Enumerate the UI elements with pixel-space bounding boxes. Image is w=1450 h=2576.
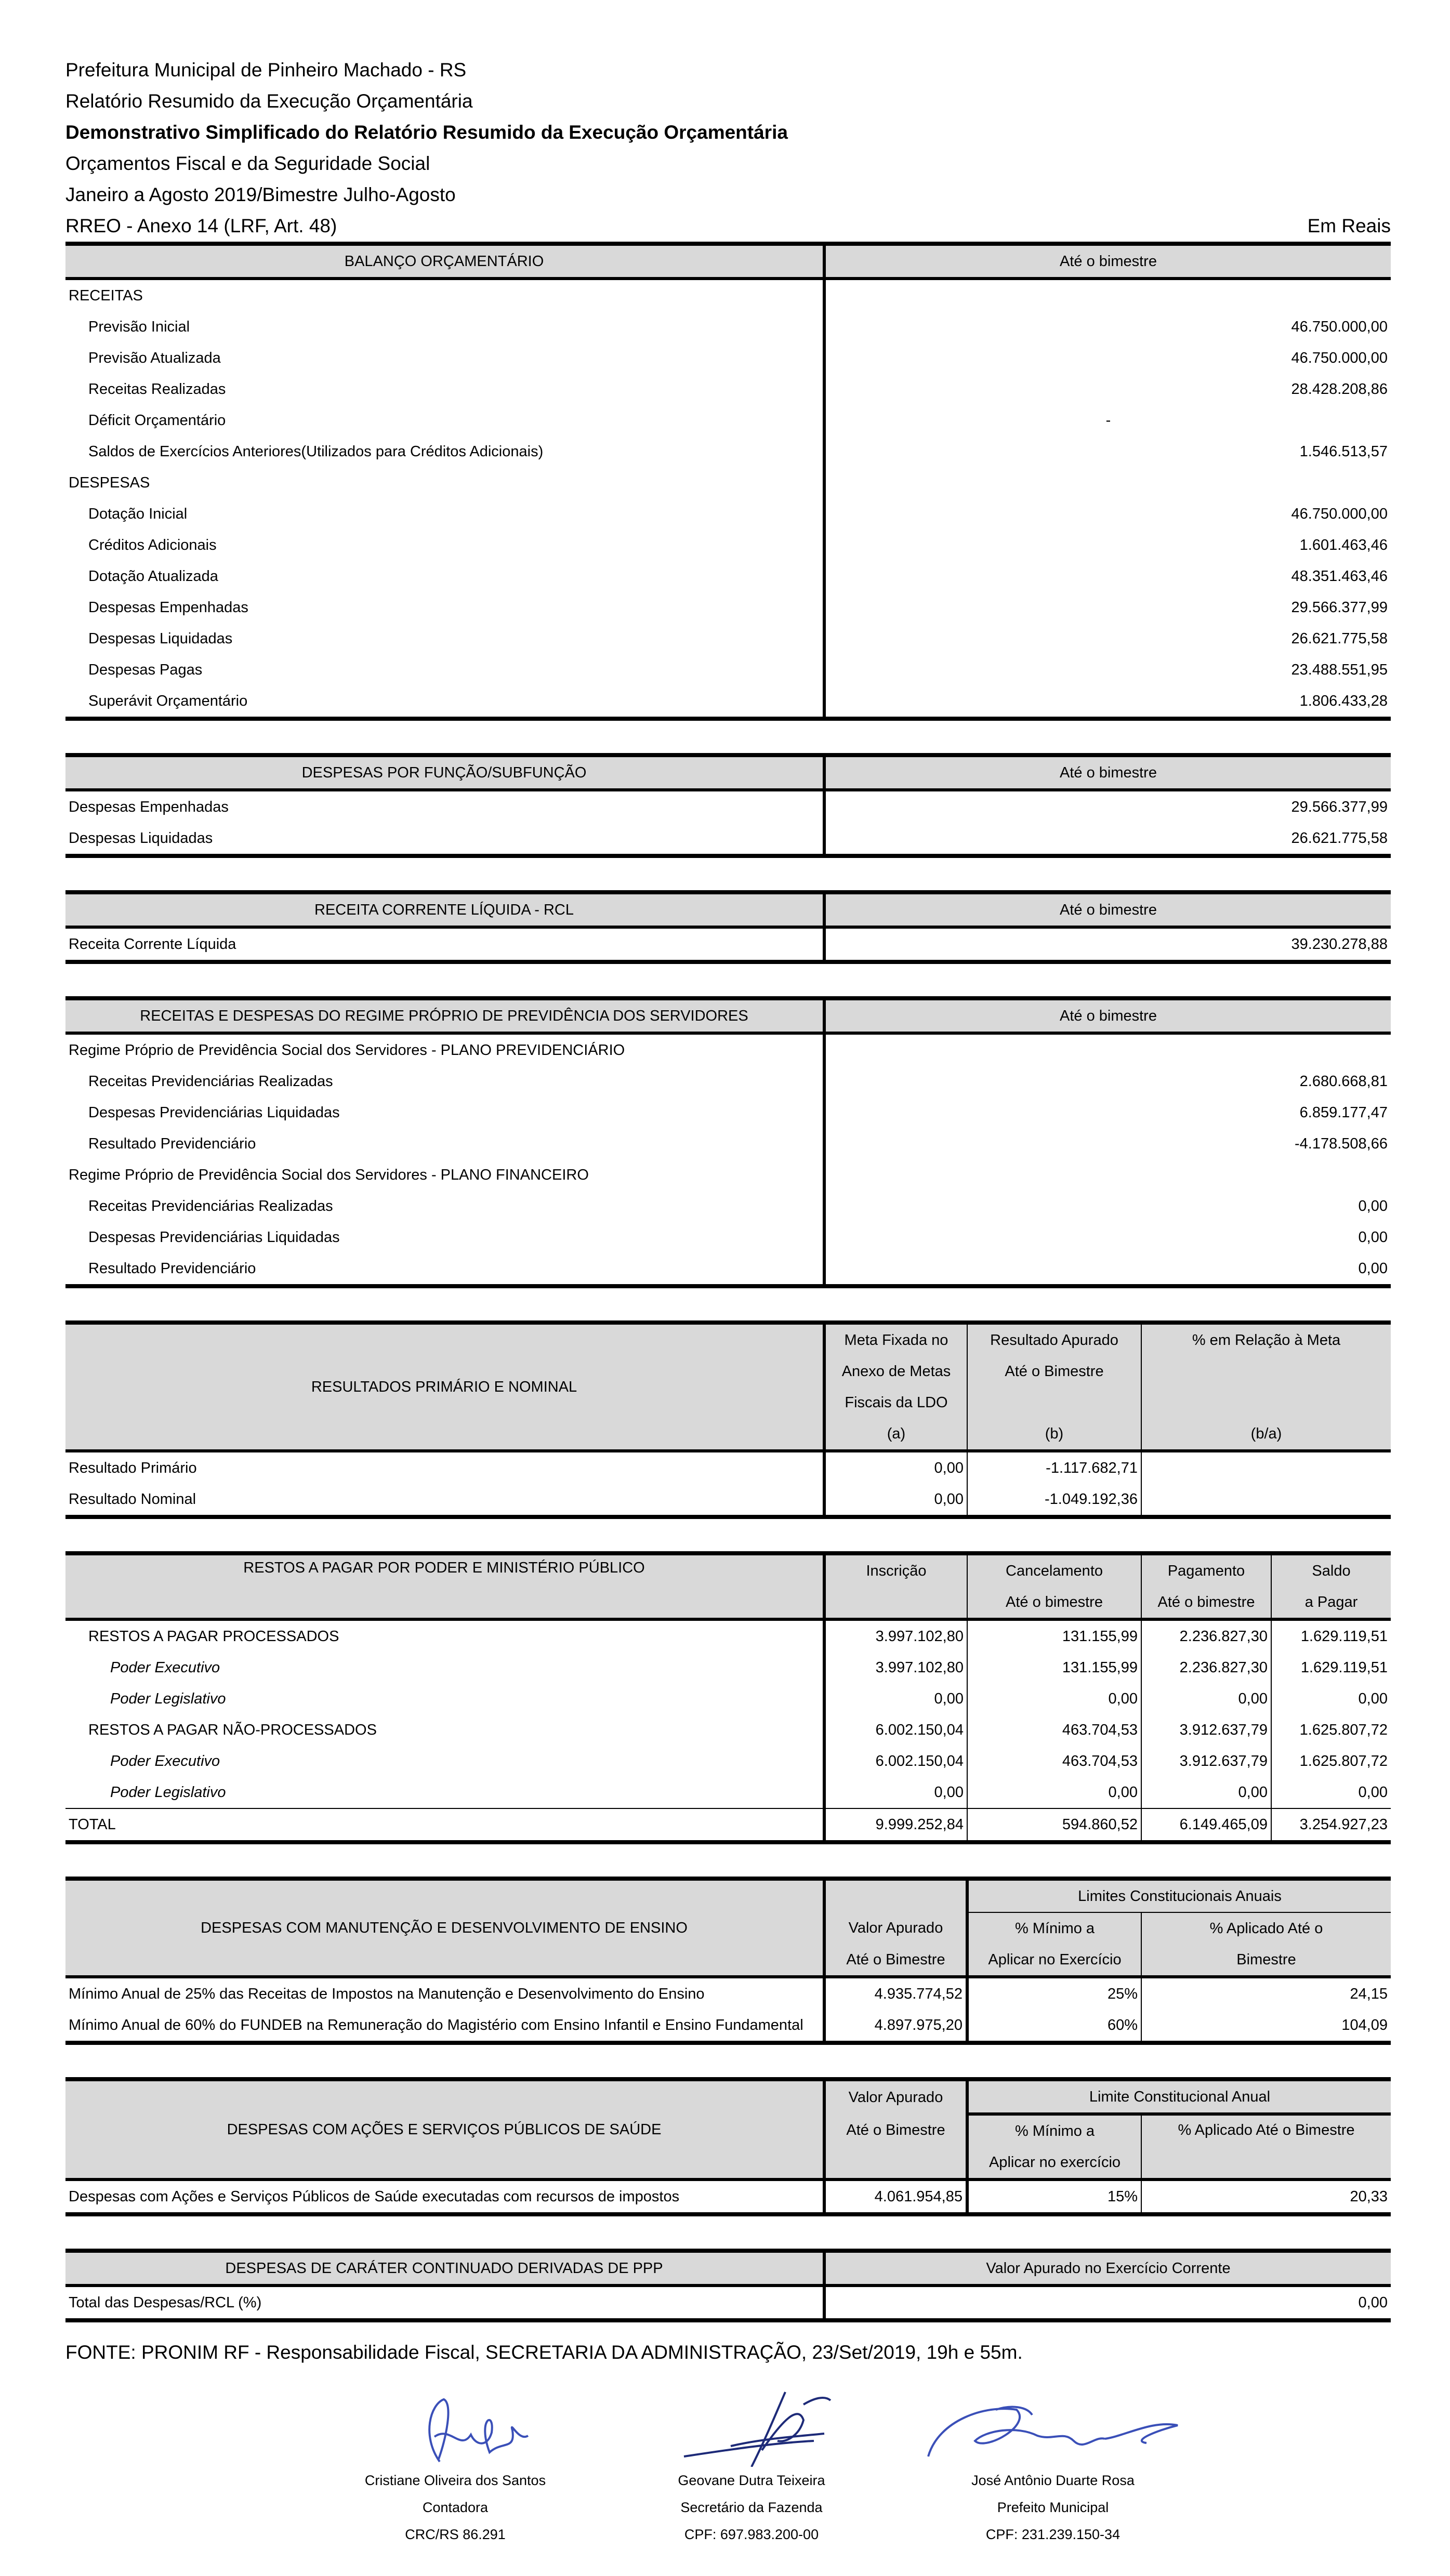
table-row-label: Resultado Previdenciário <box>88 1260 256 1277</box>
table-row-label: Resultado Previdenciário <box>88 1135 256 1152</box>
signer-name: José Antônio Duarte Rosa <box>971 2473 1135 2488</box>
table-row-value: 28.428.208,86 <box>824 374 1391 405</box>
handwritten-signature <box>606 2389 897 2467</box>
table-cell: 0,00 <box>967 1777 1141 1808</box>
table-row-label: Resultado Primário <box>69 1459 197 1476</box>
table-row-value: 26.621.775,58 <box>824 623 1391 654</box>
table-row-label: Mínimo Anual de 60% do FUNDEB na Remuneração do Magistério com Ensino Infantil e Ensino Fundamental <box>69 2016 803 2033</box>
col-b-header: (b) <box>967 1418 1141 1451</box>
table-cell: 0,00 <box>824 1484 967 1517</box>
funcao-table <box>65 753 1391 858</box>
report-page <box>65 55 1391 2576</box>
col-header: Aplicar no exercício <box>967 2147 1141 2179</box>
table-row-value: 0,00 <box>824 1191 1391 1222</box>
table-cell: 1.629.119,51 <box>1271 1652 1391 1683</box>
receitas-label: RECEITAS <box>69 287 143 304</box>
col-header: Saldo <box>1271 1553 1391 1587</box>
table-cell: 3.912.637,79 <box>1141 1714 1271 1746</box>
table-row-label: RESTOS A PAGAR PROCESSADOS <box>88 1628 339 1645</box>
table-row-label: Superávit Orçamentário <box>88 692 248 709</box>
col-header: Cancelamento <box>967 1553 1141 1587</box>
table-cell: 60% <box>967 2010 1141 2043</box>
table-cell: 3.912.637,79 <box>1141 1746 1271 1777</box>
table-cell: 463.704,53 <box>967 1714 1141 1746</box>
table-row-value: - <box>824 405 1391 436</box>
limites-header: Limites Constitucionais Anuais <box>967 1879 1391 1912</box>
table-row-label: Créditos Adicionais <box>88 536 217 553</box>
signer-role: Contadora <box>422 2500 489 2515</box>
table-cell: 0,00 <box>1271 1777 1391 1808</box>
table-cell: 15% <box>967 2179 1141 2214</box>
table-row-label: Resultado Nominal <box>69 1490 196 1508</box>
table-row-label: Despesas Pagas <box>88 661 203 678</box>
table-cell: 0,00 <box>824 1683 967 1714</box>
table-row-label: Receitas Previdenciárias Realizadas <box>88 1197 333 1214</box>
col-c-header: % em Relação à Meta <box>1141 1323 1391 1356</box>
table-row-value: 23.488.551,95 <box>824 654 1391 685</box>
col-header: Até o Bimestre <box>824 1944 967 1977</box>
table-row-label: Dotação Atualizada <box>88 567 218 585</box>
saude-title: DESPESAS COM AÇÕES E SERVIÇOS PÚBLICOS DE SAÚDE <box>65 2079 824 2179</box>
balanco-table <box>65 242 1391 721</box>
table-row-value: 29.566.377,99 <box>824 790 1391 823</box>
col-header: Valor Apurado <box>824 2079 967 2114</box>
table-row-label: Receitas Realizadas <box>88 380 226 398</box>
resultados-table <box>65 1320 1391 1519</box>
municipality-title: Prefeitura Municipal de Pinheiro Machado - RS <box>65 59 467 81</box>
table-row-label: Despesas Liquidadas <box>69 829 213 847</box>
total-cell: 9.999.252,84 <box>824 1808 967 1842</box>
rcl-title: RECEITA CORRENTE LÍQUIDA - RCL <box>65 892 824 927</box>
table-row-label: Receita Corrente Líquida <box>69 935 236 953</box>
table-cell: 463.704,53 <box>967 1746 1141 1777</box>
signer-role: Secretário da Fazenda <box>680 2500 823 2515</box>
funcao-title: DESPESAS POR FUNÇÃO/SUBFUNÇÃO <box>65 755 824 790</box>
table-row-label: Previsão Atualizada <box>88 349 221 366</box>
report-period: Janeiro a Agosto 2019/Bimestre Julho-Agosto <box>65 184 456 205</box>
table-cell: 131.155,99 <box>967 1652 1141 1683</box>
table-row-value: 0,00 <box>824 1222 1391 1253</box>
table-row-value: 46.750.000,00 <box>824 342 1391 374</box>
despesas-label: DESPESAS <box>69 474 150 491</box>
table-cell: -1.049.192,36 <box>967 1484 1141 1517</box>
table-cell: 3.997.102,80 <box>824 1652 967 1683</box>
total-cell: 3.254.927,23 <box>1271 1808 1391 1842</box>
table-row-value: 6.859.177,47 <box>824 1097 1391 1128</box>
signer-name: Geovane Dutra Teixeira <box>678 2473 825 2488</box>
col-b-header <box>967 1387 1141 1418</box>
signature-contadora <box>310 2389 601 2548</box>
table-cell: 0,00 <box>824 1451 967 1484</box>
restos-title: RESTOS A PAGAR POR PODER E MINISTÉRIO PÚBLICO <box>65 1553 824 1619</box>
table-cell: 6.002.150,04 <box>824 1746 967 1777</box>
currency-unit: Em Reais <box>1307 215 1391 236</box>
signatures-block <box>65 2389 1391 2576</box>
limite-header: Limite Constitucional Anual <box>967 2079 1391 2114</box>
total-label: TOTAL <box>65 1808 824 1842</box>
table-cell: 24,15 <box>1141 1977 1391 2010</box>
table-row-label: Poder Executivo <box>110 1659 220 1676</box>
col-header <box>824 1587 967 1619</box>
table-row-value: 2.680.668,81 <box>824 1066 1391 1097</box>
signer-doc: CPF: 231.239.150-34 <box>985 2527 1121 2542</box>
total-cell: 6.149.465,09 <box>1141 1808 1271 1842</box>
col-header: Até o bimestre <box>1141 1587 1271 1619</box>
col-header: % Aplicado Até o Bimestre <box>1141 2114 1391 2179</box>
col-header: Inscrição <box>824 1553 967 1587</box>
table-row-label: Saldos de Exercícios Anteriores(Utilizados para Créditos Adicionais) <box>88 443 544 460</box>
table-cell: 4.935.774,52 <box>824 1977 967 2010</box>
rpps-title: RECEITAS E DESPESAS DO REGIME PRÓPRIO DE PREVIDÊNCIA DOS SERVIDORES <box>65 998 824 1033</box>
table-row-label: Dotação Inicial <box>88 505 188 522</box>
table-cell: 20,33 <box>1141 2179 1391 2214</box>
rpps-col-header: Até o bimestre <box>824 998 1391 1033</box>
col-a-header: (a) <box>824 1418 967 1451</box>
table-row-label: Despesas Liquidadas <box>88 630 233 647</box>
signer-name: Cristiane Oliveira dos Santos <box>364 2473 546 2488</box>
table-cell: 2.236.827,30 <box>1141 1652 1271 1683</box>
funcao-col-header: Até o bimestre <box>824 755 1391 790</box>
table-row-label: Despesas Previdenciárias Liquidadas <box>88 1228 340 1246</box>
table-cell: 1.625.807,72 <box>1271 1746 1391 1777</box>
col-header: Pagamento <box>1141 1553 1271 1587</box>
balanco-title: BALANÇO ORÇAMENTÁRIO <box>65 244 824 279</box>
ppp-title: DESPESAS DE CARÁTER CONTINUADO DERIVADAS DE PPP <box>65 2251 824 2286</box>
report-name: Relatório Resumido da Execução Orçamentária <box>65 90 473 112</box>
source-note: FONTE: PRONIM RF - Responsabilidade Fiscal, SECRETARIA DA ADMINISTRAÇÃO, 23/Set/2019, 19h e 55m. <box>65 2342 1023 2363</box>
budget-scope: Orçamentos Fiscal e da Seguridade Social <box>65 153 430 174</box>
col-header: Aplicar no Exercício <box>967 1944 1141 1977</box>
table-cell: 1.629.119,51 <box>1271 1619 1391 1652</box>
signer-doc: CPF: 697.983.200-00 <box>684 2527 819 2542</box>
col-header: % Mínimo a <box>967 1912 1141 1944</box>
col-c-header: (b/a) <box>1141 1418 1391 1451</box>
saude-table <box>65 2077 1391 2216</box>
table-cell: 3.997.102,80 <box>824 1619 967 1652</box>
plano-previdenciario-label: Regime Próprio de Previdência Social dos Servidores - PLANO PREVIDENCIÁRIO <box>69 1041 625 1059</box>
col-header: Até o Bimestre <box>824 2114 967 2147</box>
signature-prefeito <box>907 2389 1198 2548</box>
table-row-value: 0,00 <box>824 1253 1391 1286</box>
ensino-title: DESPESAS COM MANUTENÇÃO E DESENVOLVIMENTO DE ENSINO <box>65 1879 824 1977</box>
ppp-table <box>65 2249 1391 2322</box>
report-header <box>65 55 1391 242</box>
report-subtitle: Demonstrativo Simplificado do Relatório Resumido da Execução Orçamentária <box>65 122 788 143</box>
table-row-value: -4.178.508,66 <box>824 1128 1391 1159</box>
table-row-value: 26.621.775,58 <box>824 823 1391 856</box>
table-cell: 4.061.954,85 <box>824 2179 967 2214</box>
table-row-label: Despesas Empenhadas <box>69 798 229 815</box>
table-cell: 131.155,99 <box>967 1619 1141 1652</box>
col-c-header <box>1141 1356 1391 1387</box>
col-header: Valor Apurado <box>824 1912 967 1944</box>
table-cell: 0,00 <box>1141 1777 1271 1808</box>
table-row-label: Déficit Orçamentário <box>88 412 226 429</box>
signer-role: Prefeito Municipal <box>997 2500 1109 2515</box>
table-cell: -1.117.682,71 <box>967 1451 1141 1484</box>
balanco-col-header: Até o bimestre <box>824 244 1391 279</box>
table-row-label: Previsão Inicial <box>88 318 190 335</box>
rpps-table <box>65 996 1391 1288</box>
ensino-table <box>65 1877 1391 2045</box>
table-row-label: RESTOS A PAGAR NÃO-PROCESSADOS <box>88 1721 377 1738</box>
table-cell: 25% <box>967 1977 1141 2010</box>
table-cell: 1.625.807,72 <box>1271 1714 1391 1746</box>
table-row-value: 0,00 <box>824 2286 1391 2320</box>
table-row-label: Poder Executivo <box>110 1752 220 1769</box>
col-a-header: Meta Fixada no <box>824 1323 967 1356</box>
col-header: Até o bimestre <box>967 1587 1141 1619</box>
table-cell <box>1141 1484 1391 1517</box>
table-row-label: Total das Despesas/RCL (%) <box>69 2294 262 2311</box>
col-a-header: Fiscais da LDO <box>824 1387 967 1418</box>
rcl-table <box>65 890 1391 964</box>
table-row-label: Poder Legislativo <box>110 1690 226 1707</box>
table-row-value: 1.806.433,28 <box>824 685 1391 719</box>
table-row-value: 39.230.278,88 <box>824 927 1391 962</box>
table-row-value: 29.566.377,99 <box>824 592 1391 623</box>
col-b-header: Resultado Apurado <box>967 1323 1141 1356</box>
table-cell: 0,00 <box>1141 1683 1271 1714</box>
table-cell: 104,09 <box>1141 2010 1391 2043</box>
col-header: % Mínimo a <box>967 2114 1141 2147</box>
table-row-value: 1.601.463,46 <box>824 530 1391 561</box>
table-cell: 4.897.975,20 <box>824 2010 967 2043</box>
table-row-label: Despesas Empenhadas <box>88 599 248 616</box>
col-a-header: Anexo de Metas <box>824 1356 967 1387</box>
table-row-label: Mínimo Anual de 25% das Receitas de Impostos na Manutenção e Desenvolvimento do Ensino <box>69 1985 705 2002</box>
table-cell: 0,00 <box>967 1683 1141 1714</box>
table-cell: 0,00 <box>824 1777 967 1808</box>
table-cell: 0,00 <box>1271 1683 1391 1714</box>
table-cell: 2.236.827,30 <box>1141 1619 1271 1652</box>
handwritten-signature <box>310 2389 601 2467</box>
resultados-title: RESULTADOS PRIMÁRIO E NOMINAL <box>65 1323 824 1451</box>
table-row-label: Receitas Previdenciárias Realizadas <box>88 1073 333 1090</box>
col-c-header <box>1141 1387 1391 1418</box>
ppp-col-header: Valor Apurado no Exercício Corrente <box>824 2251 1391 2286</box>
table-row-value: 46.750.000,00 <box>824 498 1391 530</box>
table-row-label: Despesas com Ações e Serviços Públicos de Saúde executadas com recursos de impostos <box>69 2188 680 2205</box>
rcl-col-header: Até o bimestre <box>824 892 1391 927</box>
table-row-label: Despesas Previdenciárias Liquidadas <box>88 1104 340 1121</box>
col-header: Bimestre <box>1141 1944 1391 1977</box>
table-row-value: 46.750.000,00 <box>824 311 1391 342</box>
signer-doc: CRC/RS 86.291 <box>405 2527 506 2542</box>
table-cell: 6.002.150,04 <box>824 1714 967 1746</box>
signature-secretario <box>606 2389 897 2548</box>
table-cell <box>1141 1451 1391 1484</box>
col-header: a Pagar <box>1271 1587 1391 1619</box>
restos-table <box>65 1551 1391 1844</box>
col-b-header: Até o Bimestre <box>967 1356 1141 1387</box>
handwritten-signature <box>907 2389 1198 2467</box>
table-row-value: 1.546.513,57 <box>824 436 1391 467</box>
table-row-label: Poder Legislativo <box>110 1784 226 1801</box>
col-header: % Aplicado Até o <box>1141 1912 1391 1944</box>
annex-reference: RREO - Anexo 14 (LRF, Art. 48) <box>65 215 337 236</box>
plano-financeiro-label: Regime Próprio de Previdência Social dos Servidores - PLANO FINANCEIRO <box>69 1166 589 1183</box>
table-row-value: 48.351.463,46 <box>824 561 1391 592</box>
total-cell: 594.860,52 <box>967 1808 1141 1842</box>
